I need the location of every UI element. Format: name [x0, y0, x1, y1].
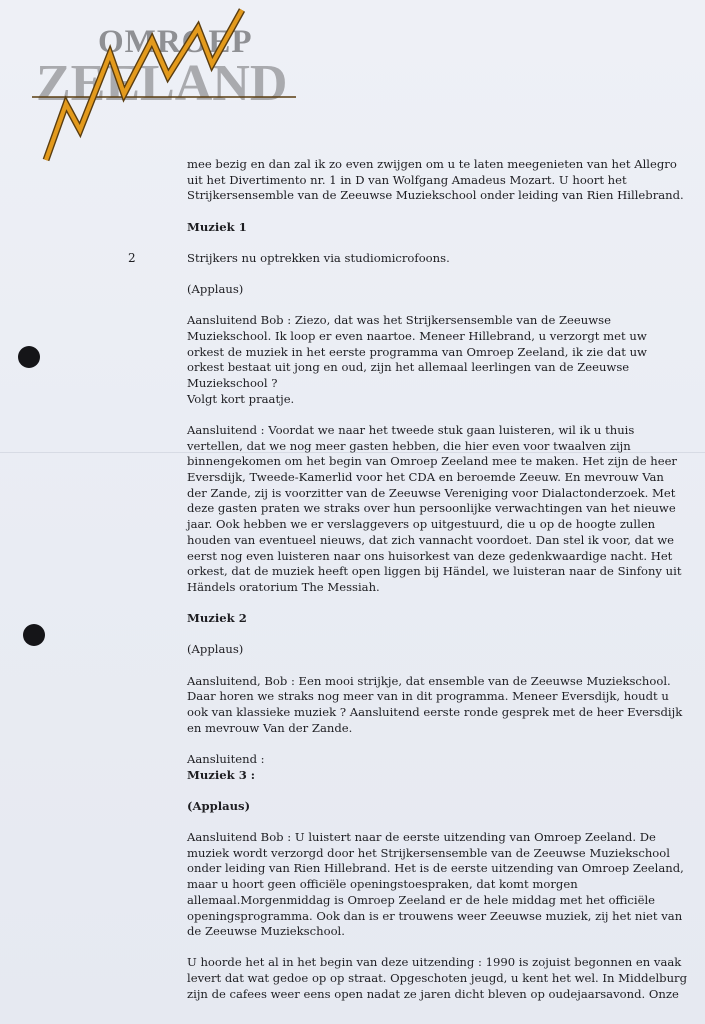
script-body — [187, 157, 687, 1018]
paragraph: (Applaus) — [187, 642, 244, 657]
paragraph: Aansluitend : Voordat we naar het tweede stuk gaan luisteren, wil ik u thuis vertellen, dat we nog meer gasten hebben, die hier even voor twaalven zijn binnengekomen om het begin van Omroep Zeeland mee te maken. Het zijn de heer Eversdijk, Tweede-Kamerlid voor het CDA en beroemde Zeeuw. En mevrouw Van der Zande, zij is voorzitter van de Zeeuwse Vereniging voor Dialactonderzoek. Met deze gasten praten we straks over hun persoonlijke verwachtingen van het nieuwe jaar. Ook hebben we er verslaggevers op uitgestuurd, die u op de hoogte zullen houden van eventueel nieuws, dat zich vannacht voordoet. Dan stel ik voor, dat we eerst nog even luisteren naar ons huisorkest van deze gedenkwaardige nacht. Het orkest, dat de muziek heeft open liggen bij Händel, we luisteran naar de Sinfony uit Händels oratorium The Messiah. — [187, 422, 682, 594]
logo-zigzag-icon — [28, 2, 318, 170]
page-number: 2 — [128, 251, 136, 265]
section-heading: Muziek 1 — [187, 219, 247, 234]
paragraph: (Applaus) — [187, 282, 244, 297]
punch-hole — [23, 624, 45, 646]
section-heading: Muziek 2 — [187, 611, 247, 626]
paragraph: Aansluitend : — [187, 751, 265, 766]
paragraph: Strijkers nu optrekken via studiomicrofoons. — [187, 250, 450, 265]
section-heading: Muziek 3 : — [187, 767, 256, 782]
paragraph: Volgt kort praatje. — [187, 391, 295, 406]
paragraph: Aansluitend Bob : U luistert naar de eerste uitzending van Omroep Zeeland. De muziek wordt verzorgd door het Strijkersensemble van de Zeeuwse Muziekschool onder leiding van Rien Hillebrand. Het is de eerste uitzending van Omroep Zeeland, maar u hoort geen officiële openingstoespraken, dat komt morgen allemaal.Morgenmiddag is Omroep Zeeland er de hele middag met het officiële openingsprogramma. Ook dan is er trouwens weer Zeeuwse muziek, zij het niet van de Zeeuwse Muziekschool. — [187, 830, 684, 939]
logo-text-zeeland: ZEELAND — [36, 55, 288, 112]
punch-hole — [18, 346, 40, 368]
paragraph: mee bezig en dan zal ik zo even zwijgen om u te laten meegenieten van het Allegro uit het Divertimento nr. 1 in D van Wolfgang Amadeus Mozart. U hoort het Strijkersensemble van de Zeeuwse Muziekschool onder leiding van Rien Hillebrand. — [187, 157, 684, 203]
logo-text-omroep: OMROEP — [98, 24, 253, 60]
paragraph: Aansluitend, Bob : Een mooi strijkje, dat ensemble van de Zeeuwse Muziekschool. Daar horen we straks nog meer van in dit programma. Meneer Eversdijk, houdt u ook van klassieke muziek ? Aansluitend eerste ronde gesprek met de heer Eversdijk en mevrouw Van der Zande. — [187, 673, 683, 735]
section-heading: (Applaus) — [187, 798, 251, 813]
omroep-zeeland-logo — [28, 2, 318, 170]
paragraph: Aansluitend Bob : Ziezo, dat was het Strijkersensemble van de Zeeuwse Muziekschool. Ik loop er even naartoe. Meneer Hillebrand, u verzorgt met uw orkest de muziek in het eerste programma van Omroep Zeeland, ik zie dat uw orkest bestaat uit jong en oud, zijn het allemaal leerlingen van de Zeeuwse Muziekschool ? — [187, 313, 647, 391]
paragraph: U hoorde het al in het begin van deze uitzending : 1990 is zojuist begonnen en vaak levert dat wat gedoe op op straat. Opgeschoten jeugd, u kent het wel. In Middelburg zijn de cafees weer eens open nadat ze jaren dicht bleven op oudejaarsavond. Onze — [187, 955, 688, 1001]
